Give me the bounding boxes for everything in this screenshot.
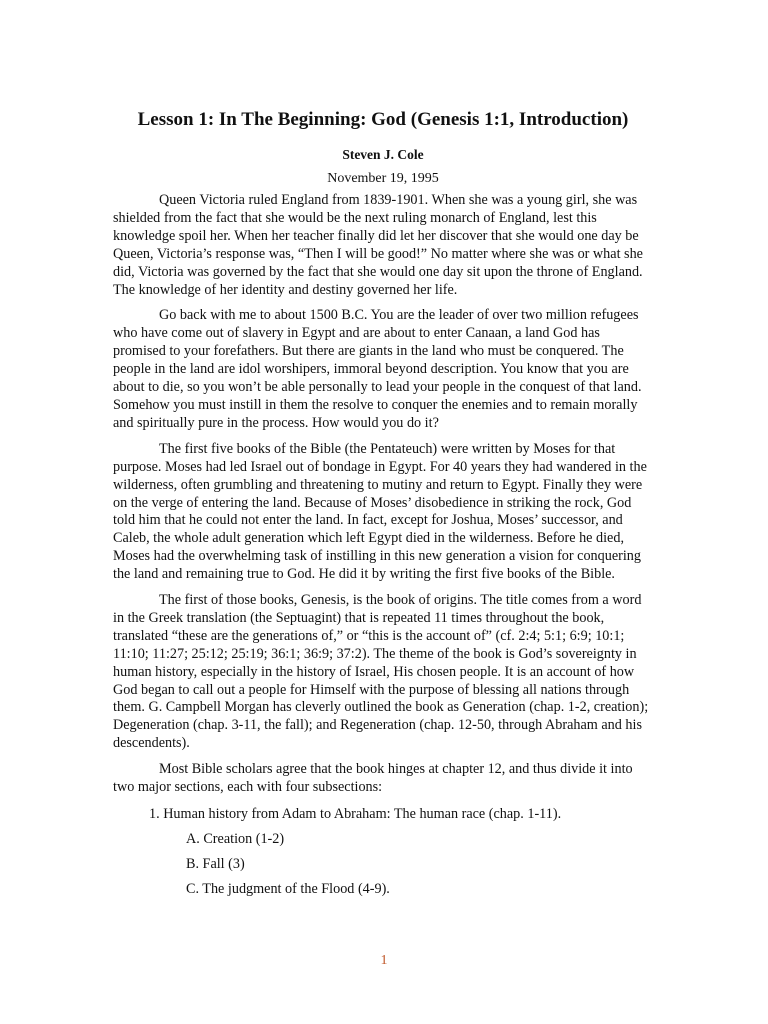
page-number: 1 [380,953,388,968]
paragraph-4: The first of those books, Genesis, is the book of origins. The title comes from a word in the Greek translation (the Septuagint) that is repeated 11 times throughout the book, translated “these are the generations of,” or “this is the account of” (cf. 2:4; 5:1; 6:9; 10:1; 11:10; 11:27; 25:12; 25:19; 36:1; 36:9; 37:2). The theme of the book is God’s sovereignty in human history, especially in the history of Israel, His chosen people. It is an account of how God began to call out a people for Himself with the purpose of blessing all nations through them. G. Campbell Morgan has cleverly outlined the book as Generation (chap. 1-2, creation); Degeneration (chap. 3-11, the fall); and Regeneration (chap. 12-50, through Abraham and his descendents). [113,592,649,752]
outline-subitem-a: A. Creation (1-2) [186,831,285,847]
paragraph-3: The first five books of the Bible (the Pentateuch) were written by Moses for that purpose. Moses had led Israel out of bondage in Egypt. For 40 years they had wandered in the wilderness, often grumbling and threatening to mutiny and return to Egypt. Finally they were on the verge of entering the land. Because of Moses’ disobedience in striking the rock, God told him that he could not enter the land. In fact, except for Joshua, Moses’ successor, and Caleb, the whole adult generation which left Egypt died in the wilderness. Before he died, Moses had the overwhelming task of instilling in this new generation a vision for conquering the land and remaining true to God. He did it by writing the first five books of the Bible. [113,440,647,583]
outline-item-1: 1. Human history from Adam to Abraham: The human race (chap. 1-11). [149,806,562,822]
paragraph-5: Most Bible scholars agree that the book hinges at chapter 12, and thus divide it into two major sections, each with four subsections: [113,761,633,796]
document-body [113,108,653,905]
outline-subitem-b: B. Fall (3) [186,856,245,872]
document-date: November 19, 1995 [327,171,439,186]
outline-subitem-c: C. The judgment of the Flood (4-9). [186,881,390,897]
document-author: Steven J. Cole [342,147,424,162]
document-title: Lesson 1: In The Beginning: God (Genesis 1:1, Introduction) [137,109,629,130]
paragraph-1: Queen Victoria ruled England from 1839-1901. When she was a young girl, she was shielded from the fact that she would be the next ruling monarch of England, lest this knowledge spoil her. When her teacher finally did let her discover that she would one day be Queen, Victoria’s response was, “Then I will be good!” No matter where she was or what she did, Victoria was governed by the fact that she would one day sit upon the throne of England. The knowledge of her identity and destiny governed her life. [113,192,643,298]
paragraph-2: Go back with me to about 1500 B.C. You are the leader of over two million refugees who have come out of slavery in Egypt and are about to enter Canaan, a land God has promised to your forefathers. But there are giants in the land who must be conquered. The people in the land are idol worshipers, immoral beyond description. You know that you are about to die, so you won’t be able personally to lead your people in the conquest of that land. Somehow you must instill in them the resolve to conquer the enemies and to remain morally and spiritually pure in the process. How would you do it? [113,307,642,431]
